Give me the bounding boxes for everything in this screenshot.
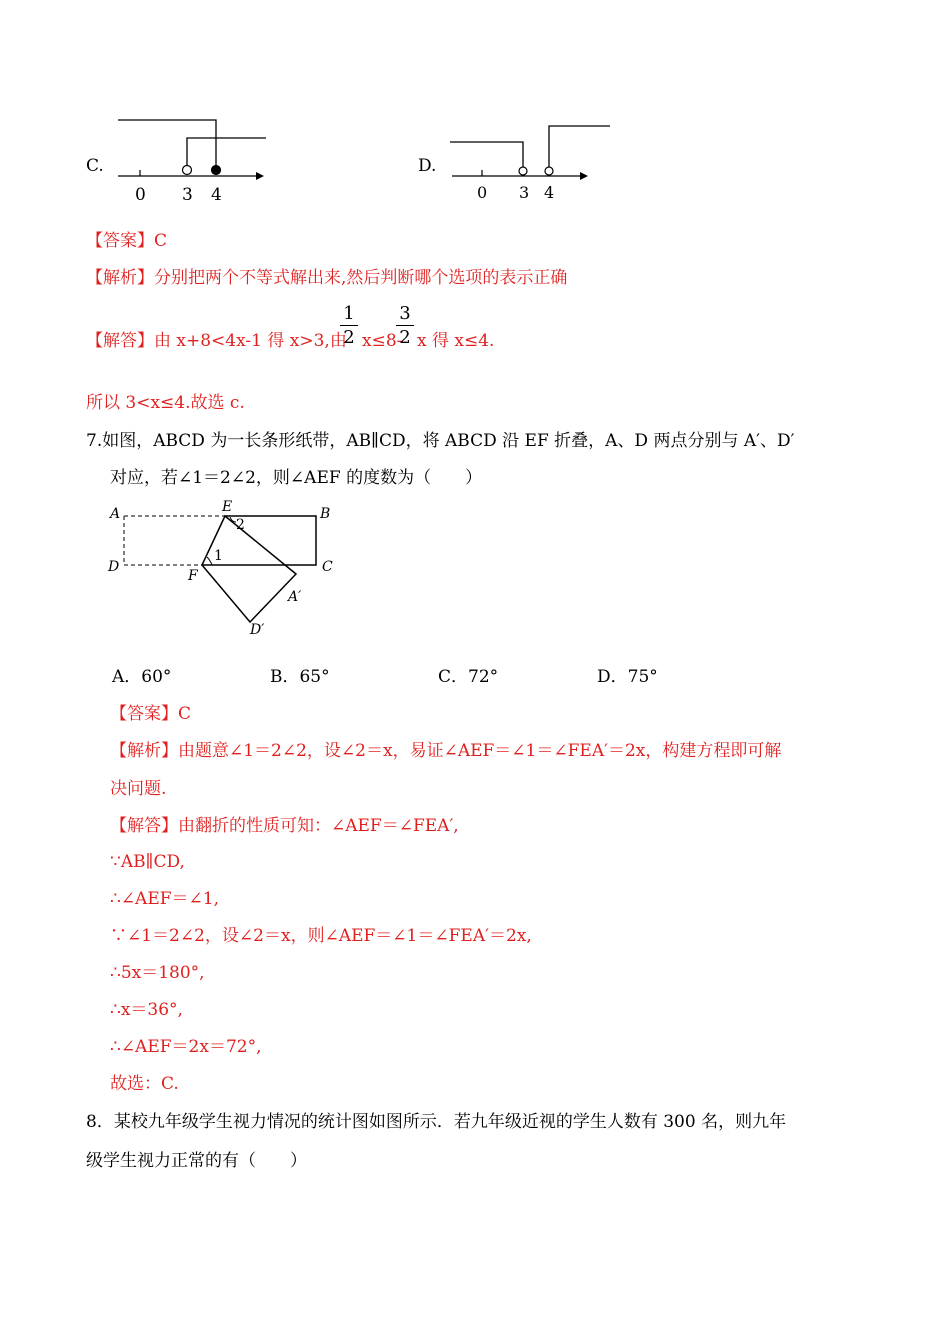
q6-answer: 【答案】C [86, 231, 168, 251]
q7-solution-step: ∵AB∥CD, [110, 852, 185, 872]
q6-solution-prefix: 【解答】由 x+8<4x-1 得 x>3,由 [86, 331, 347, 351]
q8-stem-line2: 级学生视力正常的有（ ） [86, 1151, 307, 1171]
q7-solution-step: ∴∠AEF＝2x＝72°, [110, 1037, 262, 1057]
number-line-option-c [110, 112, 280, 207]
angle-1-label: 1 [214, 548, 223, 564]
q7-option-b: B．65° [270, 667, 330, 687]
q7-solution-step: 故选：C. [110, 1074, 179, 1094]
q7-analysis-line2: 决问题. [110, 779, 167, 799]
q7-solution-step: ∴5x＝180°, [110, 963, 205, 983]
q7-analysis-line1: 【解析】由题意∠1＝2∠2，设∠2＝x，易证∠AEF＝∠1＝∠FEA′＝2x，构建方程即可解 [110, 741, 782, 761]
q7-solution-step: 【解答】由翻折的性质可知：∠AEF＝∠FEA′, [110, 816, 459, 836]
tick-4: 4 [544, 183, 555, 202]
q7-answer: 【答案】C [110, 704, 192, 724]
fraction-one-half [340, 303, 358, 348]
q6-solution-mid: x≤8- [362, 331, 403, 351]
number-line-option-d [446, 112, 616, 207]
tick-3: 3 [519, 183, 530, 202]
q8-stem-line1: 8．某校九年级学生视力情况的统计图如图所示．若九年级近视的学生人数有 300 名，则九年 [86, 1112, 787, 1132]
q7-solution-step: ∴x＝36°, [110, 1000, 183, 1020]
label-d-prime: D′ [250, 622, 265, 638]
tick-4: 4 [211, 185, 222, 205]
label-d: D [108, 559, 120, 575]
q7-stem-line1: 7.如图，ABCD 为一长条形纸带，AB∥CD，将 ABCD 沿 EF 折叠，A、D 两点分别与 A′、D′ [86, 431, 795, 451]
q7-solution-step: ∴∠AEF＝∠1, [110, 889, 220, 909]
angle-2-label: 2 [236, 517, 245, 533]
label-a: A [110, 506, 121, 522]
q6-solution-suffix: x 得 x≤4. [417, 331, 495, 351]
label-b: B [320, 506, 331, 522]
frac2-num: 3 [399, 303, 411, 324]
q7-solution-step: ∵∠1＝2∠2，设∠2＝x，则∠AEF＝∠1＝∠FEA′＝2x, [110, 926, 532, 946]
option-d-label: D. [418, 156, 437, 176]
frac2-den: 2 [399, 327, 411, 348]
label-a-prime: A′ [288, 589, 302, 605]
frac1-den: 2 [343, 327, 355, 348]
label-f: F [188, 568, 198, 584]
tick-0: 0 [135, 185, 146, 205]
q7-option-a: A．60° [112, 667, 172, 687]
q7-option-d: D．75° [597, 667, 658, 687]
q7-stem-line2: 对应，若∠1＝2∠2，则∠AEF 的度数为（ ） [110, 468, 483, 488]
q7-fold-figure [100, 500, 350, 645]
label-e: E [222, 500, 233, 515]
fraction-three-halves [396, 303, 414, 348]
q7-option-c: C．72° [438, 667, 499, 687]
tick-0: 0 [477, 183, 488, 202]
q6-conclusion: 所以 3<x≤4.故选 c. [86, 393, 245, 413]
label-c: C [322, 559, 333, 575]
tick-3: 3 [182, 185, 193, 205]
frac1-num: 1 [343, 303, 355, 324]
option-c-label: C. [86, 156, 104, 176]
q6-analysis: 【解析】分别把两个不等式解出来,然后判断哪个选项的表示正确 [86, 268, 568, 288]
